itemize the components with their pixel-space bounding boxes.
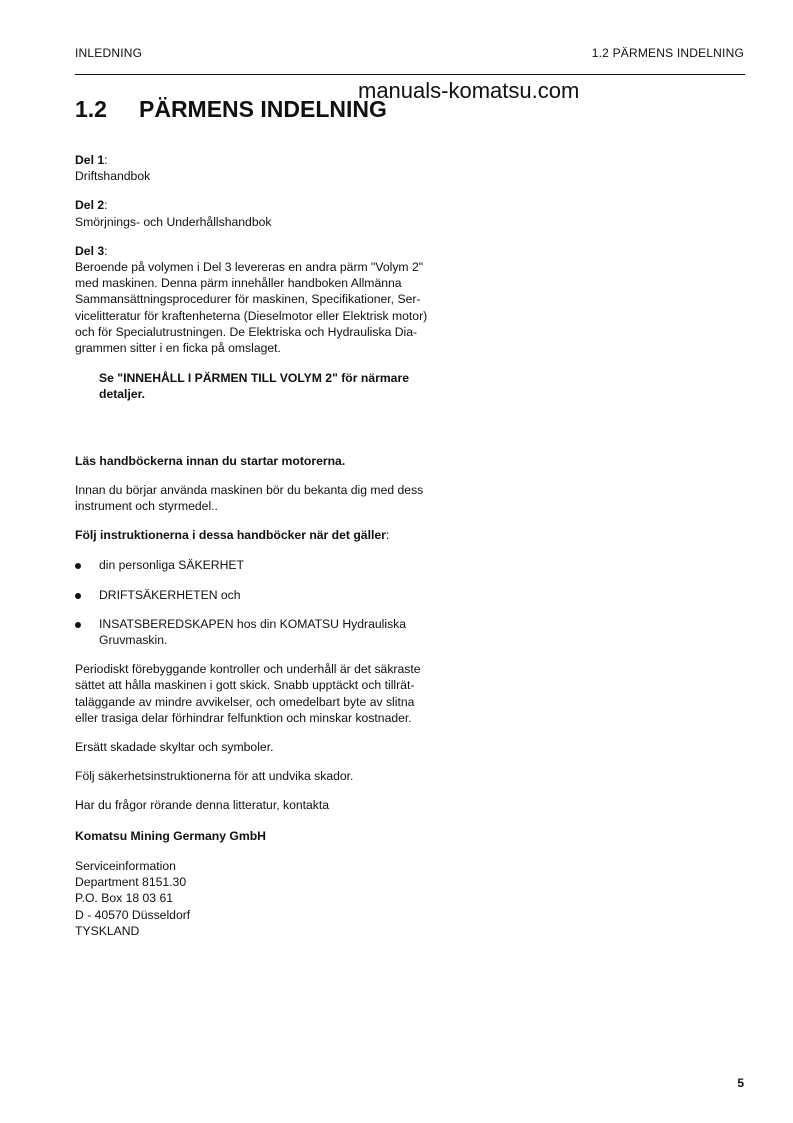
see-volume-2-note: Se "INNEHÅLL I PÄRMEN TILL VOLYM 2" för närmare detaljer. [99, 371, 409, 402]
replace-signs-text: Ersätt skadade skyltar och symboler. [75, 740, 274, 755]
part-3-heading: Del 3: [75, 243, 108, 258]
contact-address: Serviceinformation Department 8151.30 P.O. Box 18 03 61 D - 40570 Düsseldorf TYSKLAND [75, 858, 191, 938]
questions-text: Har du frågor rörande denna litteratur, kontakta [75, 798, 330, 813]
section-number: 1.2 [75, 96, 107, 122]
page-number: 5 [737, 1076, 744, 1090]
part-2-heading: Del 2: [75, 198, 108, 213]
bullet-dot-icon [75, 587, 99, 603]
bullet-item-safety: din personliga SÄKERHET [75, 557, 461, 573]
part-1-heading: Del 1: [75, 153, 108, 167]
section-title [75, 96, 387, 123]
bullet-item-readiness: INSATSBEREDSKAPEN hos din KOMATSU Hydrauliska Gruvmaskin. [75, 616, 461, 648]
bullet-dot-icon [75, 616, 99, 632]
safety-instructions-text: Följ säkerhetsinstruktionerna för att undvika skador. [75, 769, 354, 784]
header-divider [75, 74, 745, 75]
read-manuals-text: Innan du börjar använda maskinen bör du bekanta dig med dess instrument och styrmedel.. [75, 482, 424, 514]
part-3-text: Beroende på volymen i Del 3 levereras en andra pärm "Volym 2" med maskinen. Denna pärm innehåller handboken Allmänna Sammansättningsprocedurer för maskinen, Specifikationer, Ser- vicelitteratur för kraftenheterna (Dieselmotor eller Elektrisk motor) och för Specialutrustningen. De Elektriska och Hydrauliska Dia- grammen sitter i en ficka på omslaget. [75, 260, 428, 356]
page-content [75, 152, 461, 939]
bullet-dot-icon [75, 557, 99, 573]
maintenance-paragraph: Periodiskt förebyggande kontroller och underhåll är det säkraste sättet att hålla maskinen i gott skick. Snabb upptäckt och tillrät- taläggande av mindre avvikelser, och omedelbart byte av slitna eller trasiga delar förhindrar felfunktion och minskar kostnader. [75, 662, 421, 725]
follow-instructions-heading: Följ instruktionerna i dessa handböcker när det gäller: [75, 528, 390, 543]
header-chapter: INLEDNING [75, 46, 143, 60]
part-1-text: Driftshandbok [75, 169, 151, 184]
watermark-link[interactable]: manuals-komatsu.com [358, 78, 580, 103]
part-2-text: Smörjnings- och Underhållshandbok [75, 214, 272, 229]
read-manuals-heading: Läs handböckerna innan du startar motorerna. [75, 453, 346, 468]
header-section: 1.2 PÄRMENS INDELNING [591, 46, 744, 60]
company-name: Komatsu Mining Germany GmbH [75, 828, 266, 843]
section-title-text: PÄRMENS INDELNING [139, 96, 387, 122]
bullet-item-operational-safety: DRIFTSÄKERHETEN och [75, 587, 461, 603]
